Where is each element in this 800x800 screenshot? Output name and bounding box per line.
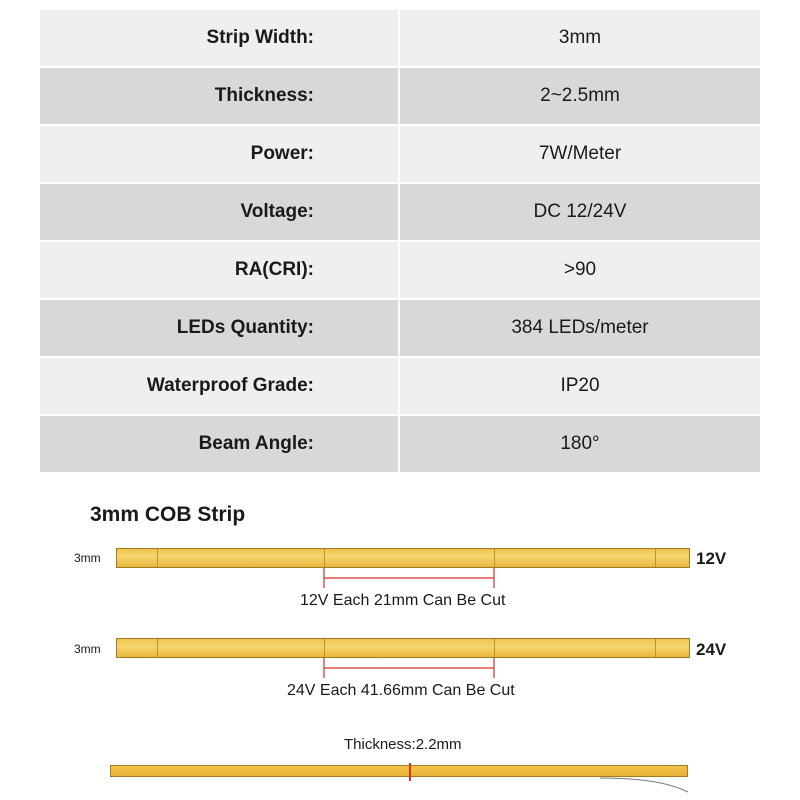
spec-label: Strip Width: xyxy=(40,10,398,66)
spec-value: DC 12/24V xyxy=(400,184,760,240)
spec-value: 7W/Meter xyxy=(400,126,760,182)
diagram-title: 3mm COB Strip xyxy=(90,503,246,526)
voltage-label-12v: 12V xyxy=(696,549,727,568)
cut-caption-12v: 12V Each 21mm Can Be Cut xyxy=(300,592,506,609)
strip-width-label-12v: 3mm xyxy=(74,551,101,565)
spec-label: Waterproof Grade: xyxy=(40,358,398,414)
thickness-caption: Thickness:2.2mm xyxy=(344,736,462,753)
strip-cable xyxy=(600,778,688,792)
spec-label: Thickness: xyxy=(40,68,398,124)
spec-value: 3mm xyxy=(400,10,760,66)
cut-marker xyxy=(409,763,411,781)
spec-value: IP20 xyxy=(400,358,760,414)
spec-value: 180° xyxy=(400,416,760,472)
voltage-label-24v: 24V xyxy=(696,640,727,659)
spec-value: 2~2.5mm xyxy=(400,68,760,124)
spec-label: LEDs Quantity: xyxy=(40,300,398,356)
spec-label: RA(CRI): xyxy=(40,242,398,298)
spec-label: Power: xyxy=(40,126,398,182)
strip-width-label-24v: 3mm xyxy=(74,642,101,656)
cut-caption-24v: 24V Each 41.66mm Can Be Cut xyxy=(287,682,515,699)
cob-strip-side-view xyxy=(110,765,688,777)
spec-value: 384 LEDs/meter xyxy=(400,300,760,356)
spec-label: Beam Angle: xyxy=(40,416,398,472)
spec-value: >90 xyxy=(400,242,760,298)
spec-label: Voltage: xyxy=(40,184,398,240)
